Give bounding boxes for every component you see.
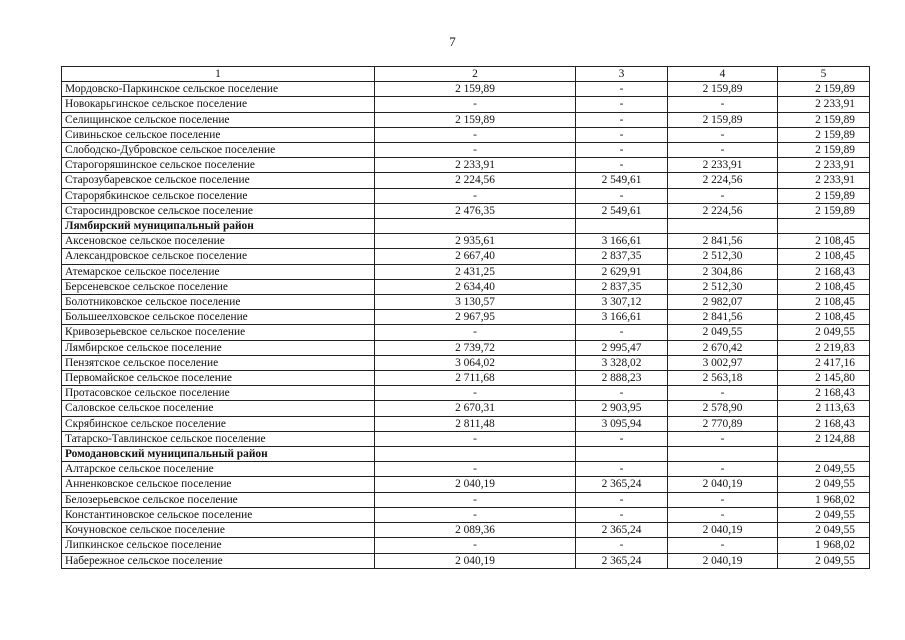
- value-cell-col5: 1 968,02: [778, 492, 870, 507]
- value-cell-col5: 2 108,45: [778, 234, 870, 249]
- value-cell-col2: 2 233,91: [375, 158, 576, 173]
- value-cell-col4: 2 841,56: [668, 310, 778, 325]
- value-cell-col3: -: [576, 492, 668, 507]
- table-row: [62, 553, 870, 568]
- value-cell-col2: [375, 447, 576, 462]
- value-cell-col2: 2 739,72: [375, 340, 576, 355]
- value-cell-col5: 2 145,80: [778, 371, 870, 386]
- value-cell-col5: 2 159,89: [778, 203, 870, 218]
- value-cell-col2: 2 159,89: [375, 82, 576, 97]
- value-cell-col4: 2 224,56: [668, 203, 778, 218]
- value-cell-col4: 2 040,19: [668, 477, 778, 492]
- table-row: [62, 234, 870, 249]
- value-cell-col3: 2 549,61: [576, 203, 668, 218]
- table-row: [62, 279, 870, 294]
- value-cell-col5: 2 168,43: [778, 416, 870, 431]
- settlement-name-cell: Протасовское сельское поселение: [62, 386, 375, 401]
- value-cell-col5: 2 159,89: [778, 188, 870, 203]
- value-cell-col4: -: [668, 386, 778, 401]
- value-cell-col4: 2 049,55: [668, 325, 778, 340]
- value-cell-col3: 2 365,24: [576, 523, 668, 538]
- value-cell-col2: -: [375, 325, 576, 340]
- table-row: [62, 188, 870, 203]
- table-row: [62, 371, 870, 386]
- value-cell-col3: 3 095,94: [576, 416, 668, 431]
- value-cell-col4: -: [668, 188, 778, 203]
- value-cell-col2: 2 089,36: [375, 523, 576, 538]
- value-cell-col4: 2 159,89: [668, 82, 778, 97]
- value-cell-col2: [375, 219, 576, 234]
- district-header-row: [62, 447, 870, 462]
- value-cell-col4: 2 670,42: [668, 340, 778, 355]
- value-cell-col2: 2 670,31: [375, 401, 576, 416]
- page-number: 7: [449, 34, 456, 49]
- value-cell-col3: 3 166,61: [576, 234, 668, 249]
- table-row: [62, 477, 870, 492]
- value-cell-col3: -: [576, 143, 668, 158]
- value-cell-col2: -: [375, 492, 576, 507]
- settlement-name-cell: Новокарьгинское сельское поселение: [62, 97, 375, 112]
- value-cell-col3: -: [576, 82, 668, 97]
- table-row: [62, 355, 870, 370]
- value-cell-col4: -: [668, 431, 778, 446]
- value-cell-col2: 3 064,02: [375, 355, 576, 370]
- value-cell-col4: 2 512,30: [668, 249, 778, 264]
- table-row: [62, 492, 870, 507]
- table-row: [62, 143, 870, 158]
- value-cell-col3: -: [576, 112, 668, 127]
- district-name-cell: Лямбирский муниципальный район: [62, 219, 375, 234]
- settlement-name-cell: Мордовско-Паркинское сельское поселение: [62, 82, 375, 97]
- table-row: [62, 340, 870, 355]
- settlement-name-cell: Слободско-Дубровское сельское поселение: [62, 143, 375, 158]
- value-cell-col4: -: [668, 127, 778, 142]
- table-row: [62, 127, 870, 142]
- value-cell-col5: 2 233,91: [778, 173, 870, 188]
- settlement-name-cell: Кочуновское сельское поселение: [62, 523, 375, 538]
- value-cell-col4: 2 982,07: [668, 295, 778, 310]
- value-cell-col5: 2 049,55: [778, 477, 870, 492]
- value-cell-col3: 3 328,02: [576, 355, 668, 370]
- table-row: [62, 203, 870, 218]
- value-cell-col4: 2 040,19: [668, 553, 778, 568]
- settlement-name-cell: Александровское сельское поселение: [62, 249, 375, 264]
- value-cell-col5: 2 049,55: [778, 553, 870, 568]
- value-cell-col3: -: [576, 127, 668, 142]
- settlement-name-cell: Скрябинское сельское поселение: [62, 416, 375, 431]
- value-cell-col5: 2 159,89: [778, 143, 870, 158]
- value-cell-col3: [576, 447, 668, 462]
- value-cell-col3: -: [576, 538, 668, 553]
- value-cell-col5: 2 168,43: [778, 264, 870, 279]
- value-cell-col5: 2 417,16: [778, 355, 870, 370]
- value-cell-col2: -: [375, 538, 576, 553]
- value-cell-col3: 2 365,24: [576, 477, 668, 492]
- value-cell-col5: 2 049,55: [778, 523, 870, 538]
- settlement-name-cell: Белозерьевское сельское поселение: [62, 492, 375, 507]
- value-cell-col3: 2 837,35: [576, 279, 668, 294]
- value-cell-col3: 2 903,95: [576, 401, 668, 416]
- value-cell-col5: 2 108,45: [778, 295, 870, 310]
- value-cell-col4: [668, 219, 778, 234]
- value-cell-col4: -: [668, 462, 778, 477]
- value-cell-col2: 2 667,40: [375, 249, 576, 264]
- table-row: [62, 416, 870, 431]
- table-row: [62, 97, 870, 112]
- value-cell-col5: 1 968,02: [778, 538, 870, 553]
- table-row: [62, 462, 870, 477]
- settlement-name-cell: Большеелховское сельское поселение: [62, 310, 375, 325]
- value-cell-col5: [778, 219, 870, 234]
- settlement-name-cell: Липкинское сельское поселение: [62, 538, 375, 553]
- value-cell-col2: -: [375, 97, 576, 112]
- value-cell-col3: -: [576, 507, 668, 522]
- value-cell-col5: 2 113,63: [778, 401, 870, 416]
- value-cell-col5: [778, 447, 870, 462]
- value-cell-col2: -: [375, 462, 576, 477]
- settlement-name-cell: Селищинское сельское поселение: [62, 112, 375, 127]
- settlement-name-cell: Кривозерьевское сельское поселение: [62, 325, 375, 340]
- value-cell-col3: -: [576, 158, 668, 173]
- table-row: [62, 538, 870, 553]
- value-cell-col5: 2 049,55: [778, 462, 870, 477]
- value-cell-col5: 2 049,55: [778, 325, 870, 340]
- settlement-name-cell: Старосиндровское сельское поселение: [62, 203, 375, 218]
- value-cell-col3: [576, 219, 668, 234]
- value-cell-col3: 2 629,91: [576, 264, 668, 279]
- value-cell-col2: 2 159,89: [375, 112, 576, 127]
- table-row: [62, 295, 870, 310]
- value-cell-col2: -: [375, 386, 576, 401]
- value-cell-col5: 2 049,55: [778, 507, 870, 522]
- value-cell-col5: 2 233,91: [778, 97, 870, 112]
- value-cell-col3: 2 995,47: [576, 340, 668, 355]
- table-body: [62, 82, 870, 569]
- settlement-name-cell: Старогоряшинское сельское поселение: [62, 158, 375, 173]
- value-cell-col4: [668, 447, 778, 462]
- settlement-name-cell: Болотниковское сельское поселение: [62, 295, 375, 310]
- table-row: [62, 325, 870, 340]
- settlement-name-cell: Набережное сельское поселение: [62, 553, 375, 568]
- settlement-name-cell: Атемарское сельское поселение: [62, 264, 375, 279]
- value-cell-col5: 2 168,43: [778, 386, 870, 401]
- settlement-name-cell: Старозубаревское сельское поселение: [62, 173, 375, 188]
- value-cell-col4: 2 770,89: [668, 416, 778, 431]
- value-cell-col5: 2 108,45: [778, 249, 870, 264]
- value-cell-col4: 3 002,97: [668, 355, 778, 370]
- column-header-1: 1: [62, 67, 375, 82]
- table-row: [62, 82, 870, 97]
- settlement-name-cell: Аксеновское сельское поселение: [62, 234, 375, 249]
- value-cell-col3: 2 888,23: [576, 371, 668, 386]
- value-cell-col3: -: [576, 188, 668, 203]
- value-cell-col3: -: [576, 97, 668, 112]
- value-cell-col4: 2 841,56: [668, 234, 778, 249]
- value-cell-col2: 3 130,57: [375, 295, 576, 310]
- column-header-4: 4: [668, 67, 778, 82]
- value-cell-col4: -: [668, 507, 778, 522]
- value-cell-col5: 2 219,83: [778, 340, 870, 355]
- value-cell-col5: 2 233,91: [778, 158, 870, 173]
- value-cell-col5: 2 159,89: [778, 82, 870, 97]
- value-cell-col2: 2 431,25: [375, 264, 576, 279]
- value-cell-col3: -: [576, 386, 668, 401]
- value-cell-col5: 2 159,89: [778, 127, 870, 142]
- value-cell-col2: -: [375, 431, 576, 446]
- value-cell-col5: 2 108,45: [778, 279, 870, 294]
- settlement-name-cell: Анненковское сельское поселение: [62, 477, 375, 492]
- value-cell-col2: 2 040,19: [375, 553, 576, 568]
- value-cell-col4: -: [668, 143, 778, 158]
- value-cell-col2: 2 935,61: [375, 234, 576, 249]
- value-cell-col2: -: [375, 143, 576, 158]
- district-name-cell: Ромодановский муниципальный район: [62, 447, 375, 462]
- value-cell-col4: 2 512,30: [668, 279, 778, 294]
- value-cell-col4: 2 224,56: [668, 173, 778, 188]
- value-cell-col2: -: [375, 507, 576, 522]
- district-header-row: [62, 219, 870, 234]
- table-row: [62, 523, 870, 538]
- settlement-name-cell: Алтарское сельское поселение: [62, 462, 375, 477]
- value-cell-col3: 3 166,61: [576, 310, 668, 325]
- table-row: [62, 173, 870, 188]
- value-cell-col3: 3 307,12: [576, 295, 668, 310]
- column-header-5: 5: [778, 67, 870, 82]
- table-row: [62, 431, 870, 446]
- value-cell-col2: 2 967,95: [375, 310, 576, 325]
- value-cell-col2: 2 711,68: [375, 371, 576, 386]
- value-cell-col3: -: [576, 462, 668, 477]
- value-cell-col2: 2 224,56: [375, 173, 576, 188]
- value-cell-col2: -: [375, 127, 576, 142]
- table-row: [62, 401, 870, 416]
- value-cell-col2: 2 811,48: [375, 416, 576, 431]
- value-cell-col3: 2 837,35: [576, 249, 668, 264]
- table-row: [62, 310, 870, 325]
- value-cell-col3: -: [576, 431, 668, 446]
- settlement-name-cell: Татарско-Тавлинское сельское поселение: [62, 431, 375, 446]
- value-cell-col4: -: [668, 492, 778, 507]
- settlement-name-cell: Константиновское сельское поселение: [62, 507, 375, 522]
- table-row: [62, 507, 870, 522]
- tariff-table: [61, 66, 870, 569]
- table-row: [62, 158, 870, 173]
- value-cell-col3: -: [576, 325, 668, 340]
- value-cell-col3: 2 365,24: [576, 553, 668, 568]
- value-cell-col4: 2 233,91: [668, 158, 778, 173]
- value-cell-col2: 2 040,19: [375, 477, 576, 492]
- value-cell-col5: 2 108,45: [778, 310, 870, 325]
- value-cell-col4: 2 159,89: [668, 112, 778, 127]
- value-cell-col4: -: [668, 97, 778, 112]
- table-row: [62, 112, 870, 127]
- column-header-3: 3: [576, 67, 668, 82]
- value-cell-col2: -: [375, 188, 576, 203]
- settlement-name-cell: Пензятское сельское поселение: [62, 355, 375, 370]
- value-cell-col5: 2 124,88: [778, 431, 870, 446]
- table-row: [62, 249, 870, 264]
- table-row: [62, 264, 870, 279]
- settlement-name-cell: Лямбирское сельское поселение: [62, 340, 375, 355]
- value-cell-col2: 2 634,40: [375, 279, 576, 294]
- settlement-name-cell: Сивиньское сельское поселение: [62, 127, 375, 142]
- value-cell-col4: 2 563,18: [668, 371, 778, 386]
- table-header-row: [62, 67, 870, 82]
- value-cell-col4: 2 578,90: [668, 401, 778, 416]
- value-cell-col4: 2 304,86: [668, 264, 778, 279]
- settlement-name-cell: Берсеневское сельское поселение: [62, 279, 375, 294]
- settlement-name-cell: Саловское сельское поселение: [62, 401, 375, 416]
- value-cell-col5: 2 159,89: [778, 112, 870, 127]
- settlement-name-cell: Старорябкинское сельское поселение: [62, 188, 375, 203]
- value-cell-col3: 2 549,61: [576, 173, 668, 188]
- value-cell-col4: 2 040,19: [668, 523, 778, 538]
- settlement-name-cell: Первомайское сельское поселение: [62, 371, 375, 386]
- value-cell-col4: -: [668, 538, 778, 553]
- value-cell-col2: 2 476,35: [375, 203, 576, 218]
- column-header-2: 2: [375, 67, 576, 82]
- table-row: [62, 386, 870, 401]
